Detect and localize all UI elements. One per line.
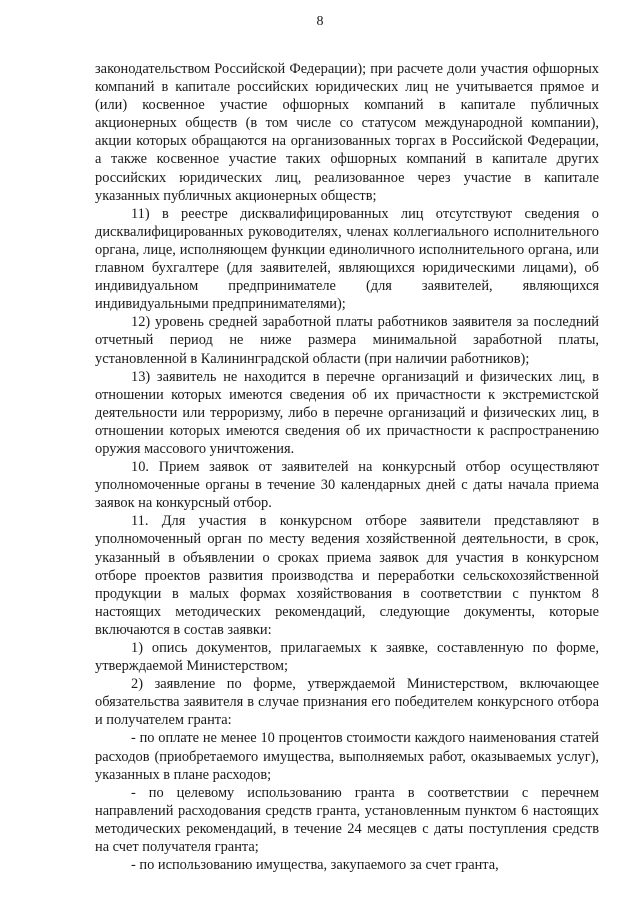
- paragraph-obligation-use: - по целевому использованию гранта в соответствии с перечнем направлений расходования средств гранта, установленным пунктом 6 настоящих методических рекомендаций, в течение 24 месяцев с даты поступления средств на счет получателя гранта;: [95, 784, 599, 856]
- paragraph-item-13: 13) заявитель не находится в перечне организаций и физических лиц, в отношении которых имеются сведения об их причастности к экстремистской деятельности или терроризму, либо в перечне организаций и физических лиц, в отношении которых имеются сведения об их причастности к распространению оружия массового уничтожения.: [95, 368, 599, 457]
- paragraph-item-11: 11) в реестре дисквалифицированных лиц отсутствуют сведения о дисквалифицированных руководителях, членах коллегиального исполнительного органа, лице, исполняющем функции единоличного исполнительного органа, или главном бухгалтере (для заявителей, являющихся юридическими лицами), об индивидуальном предпринимателе (для заявителей, являющихся индивидуальными предпринимателями);: [95, 205, 599, 313]
- paragraph-clause-11: 11. Для участия в конкурсном отборе заявители представляют в уполномоченный орган по месту ведения хозяйственной деятельности, в срок, указанный в объявлении о сроках приема заявок для участия в конкурсном отборе проектов развития производства и переработки сельскохозяйственной продукции в малых формах хозяйствования в соответствии с пунктом 8 настоящих методических рекомендаций, следующие документы, которые включаются в состав заявки:: [95, 513, 599, 638]
- paragraph-obligation-property: - по использованию имущества, закупаемого за счет гранта,: [131, 857, 499, 874]
- page-number: 8: [316, 14, 324, 29]
- paragraph-obligation-payment: - по оплате не менее 10 процентов стоимости каждого наименования статей расходов (приобретаемого имущества, выполняемых работ, оказываемых услуг), указанных в плане расходов;: [95, 730, 599, 783]
- body-text: [95, 60, 599, 874]
- paragraph-doc-2: 2) заявление по форме, утверждаемой Министерством, включающее обязательства заявителя в случае признания его победителем конкурсного отбора и получателем гранта:: [95, 676, 599, 729]
- paragraph-continuation: законодательством Российской Федерации); при расчете доли участия офшорных компаний в капитале российских юридических лиц не учитывается прямое и (или) косвенное участие офшорных компаний в капитале публичных акционерных обществ (в том числе со статусом международной компании), акции которых обращаются на организованных торгах в Российской Федерации, а также косвенное участие таких офшорных компаний в капитале других российских юридических лиц, реализованное через участие в капитале указанных публичных акционерных обществ;: [95, 61, 599, 204]
- paragraph-clause-10: 10. Прием заявок от заявителей на конкурсный отбор осуществляют уполномоченные органы в течение 30 календарных дней с даты начала приема заявок на конкурсный отбор.: [95, 459, 599, 512]
- paragraph-item-12: 12) уровень средней заработной платы работников заявителя за последний отчетный период не ниже размера минимальной заработной платы, установленной в Калининградской области (при наличии работников);: [95, 314, 599, 367]
- paragraph-doc-1: 1) опись документов, прилагаемых к заявке, составленную по форме, утверждаемой Министерством;: [95, 640, 599, 675]
